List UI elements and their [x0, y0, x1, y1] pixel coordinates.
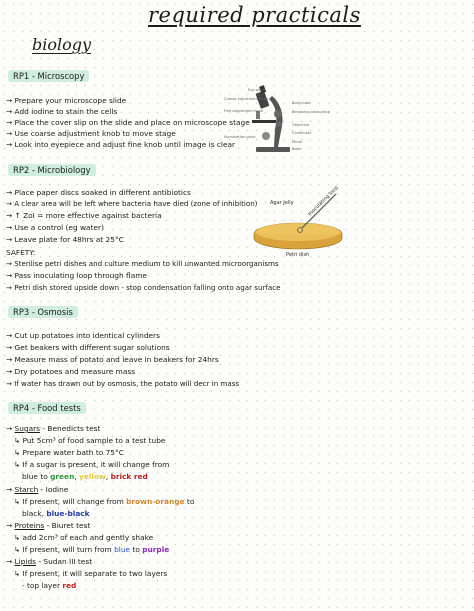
- microscope-stage: [252, 120, 276, 123]
- microscope-diagram: [222, 84, 331, 154]
- starch-test: - Iodine: [38, 485, 69, 494]
- colour-brown-orange: brown-orange: [126, 497, 185, 506]
- rp3-heading: RP3 - Osmosis: [8, 306, 78, 318]
- subject-heading: biology: [32, 35, 92, 54]
- lipids-step: [22, 581, 76, 591]
- rp3-line: → Get beakers with different sugar solutions: [6, 343, 170, 352]
- rp2-line: → Place paper discs soaked in different antibiotics: [6, 188, 191, 197]
- rp2-line: → Use a control (eg water): [6, 223, 104, 232]
- rp3-line: → Measure mass of potato and leave in beakers for 24hrs: [6, 355, 219, 364]
- rp4-heading: RP4 - Food tests: [8, 402, 86, 414]
- proteins-prefix: ↳ If present, will turn from: [14, 545, 115, 554]
- sugars-name: Sugars: [14, 424, 41, 433]
- rp1-line: → Prepare your microscope slide: [6, 96, 127, 105]
- petri-dish-diagram: [248, 184, 353, 260]
- sugars-test: - Benedicts test: [40, 424, 101, 433]
- microscope-base: [256, 147, 290, 152]
- sugars-heading: → Sugars - Benedicts test: [6, 424, 101, 433]
- starch-step: [22, 509, 90, 519]
- starch-step: [14, 497, 194, 507]
- label-illumination: Illumination point: [224, 135, 256, 139]
- colour-brick-red: brick red: [110, 472, 148, 481]
- label-base: Base: [292, 147, 301, 151]
- label-objective: Objective: [292, 123, 310, 127]
- starch-prefix: ↳ If present, will change from: [14, 497, 127, 506]
- proteins-heading: → Proteins - Biuret test: [6, 521, 91, 530]
- colour-yellow: yellow: [79, 472, 106, 481]
- lipids-step: ↳ If present, it will separate to two layers: [14, 569, 168, 578]
- lipids-prefix: - top layer: [22, 581, 63, 590]
- rp3-line: → Cut up potatoes into identical cylinders: [6, 331, 160, 340]
- label-agar-jelly: Agar Jelly: [270, 200, 294, 206]
- rp2-line: → Petri dish stored upside down - stop condensation falling onto agar surface: [6, 283, 281, 292]
- rp1-line: → Add iodine to stain the cells: [6, 107, 118, 116]
- rp3-line: → If water has drawn out by osmosis, the potato will decr in mass: [6, 379, 240, 388]
- rp2-line: → Leave plate for 48hrs at 25°C: [6, 235, 124, 244]
- colour-green: green: [50, 472, 75, 481]
- proteins-step: ↳ add 2cm³ of each and gently shake: [14, 533, 154, 542]
- rp2-heading: RP2 - Microbiology: [8, 164, 96, 176]
- colour-red: red: [62, 581, 77, 590]
- sugars-colours: [22, 472, 148, 482]
- sugars-step: ↳ Prepare water bath to 75°C: [14, 448, 124, 457]
- label-inoculating-loop: Inoculating loop: [307, 184, 340, 218]
- rp3-line: → Dry potatoes and measure mass: [6, 367, 136, 376]
- rp1-line: → Look into eyepiece and adjust fine knob until image is clear: [6, 140, 236, 149]
- starch-suffix: to: [184, 497, 195, 506]
- label-condenser: Condenser: [292, 131, 312, 135]
- colour-blue-black: blue-black: [46, 509, 90, 518]
- rp2-line: → ↑ ZoI = more effective against bacteria: [6, 211, 162, 220]
- rp2-line: → Pass inoculating loop through flame: [6, 271, 147, 280]
- sep: ,: [105, 472, 111, 481]
- sugars-blue-to: blue to: [22, 472, 51, 481]
- proteins-name: Proteins: [14, 521, 45, 530]
- starch-black: black,: [22, 509, 47, 518]
- label-coarse-knob: Coarse adjustment knob: [224, 97, 269, 101]
- rp1-line: → Use coarse adjustment knob to move stage: [6, 129, 176, 138]
- label-petri-dish: Petri dish: [286, 252, 310, 258]
- label-eyepiece: Eye piece: [248, 88, 266, 92]
- lipids-heading: → Lipids - Sudan III test: [6, 557, 93, 566]
- lipids-test: - Sudan III test: [36, 557, 93, 566]
- starch-name: Starch: [14, 485, 39, 494]
- colour-purple: purple: [142, 545, 170, 554]
- lipids-name: Lipids: [14, 557, 37, 566]
- sep: ,: [74, 472, 80, 481]
- colour-blue: blue: [114, 545, 131, 554]
- label-body-tube: Body tube: [292, 101, 311, 105]
- sugars-step: ↳ If a sugar is present, it will change from: [14, 460, 170, 469]
- starch-heading: → Starch - Iodine: [6, 485, 69, 494]
- rp1-line: → Place the cover slip on the slide and place on microscope stage: [6, 118, 250, 127]
- inoculating-loop: [302, 194, 336, 228]
- rp2-line: → Sterilise petri dishes and culture medium to kill unwanted microorganisms: [6, 259, 279, 268]
- label-mirror: Mirror: [292, 140, 303, 144]
- proteins-step: [14, 545, 169, 555]
- proteins-to: to: [130, 545, 143, 554]
- proteins-test: - Biuret test: [44, 521, 91, 530]
- label-fine-knob: Fine adjustment knob: [224, 109, 263, 113]
- rp2-safety-label: SAFETY:: [6, 248, 36, 257]
- page-title: required practicals: [148, 3, 361, 27]
- sugars-step: ↳ Put 5cm³ of food sample to a test tube: [14, 436, 166, 445]
- label-nose-piece: Revolving nose piece: [292, 110, 331, 114]
- rp1-heading: RP1 - Microscopy: [8, 70, 89, 82]
- microscope-mirror: [262, 132, 270, 140]
- rp2-line: → A clear area will be left where bacteria have died (zone of inhibition): [6, 199, 258, 208]
